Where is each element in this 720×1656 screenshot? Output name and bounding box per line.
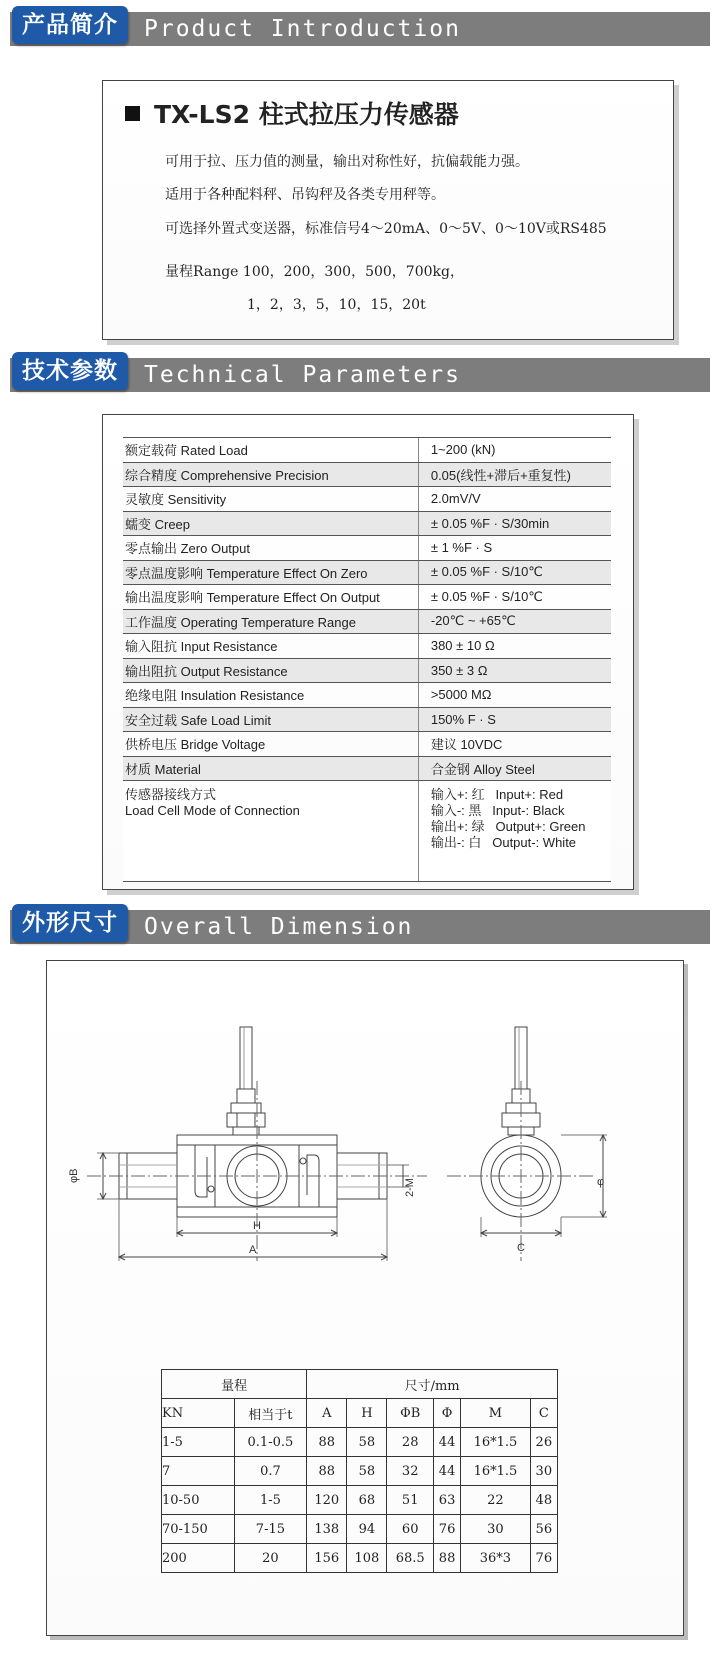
table-cell: 68.5 <box>387 1544 434 1573</box>
table-cell: 30 <box>461 1515 530 1544</box>
intro-line: 可用于拉、压力值的测量，输出对称性好，抗偏载能力强。 <box>165 154 529 170</box>
table-cell: 7-15 <box>234 1515 307 1544</box>
parameters-table <box>123 437 611 882</box>
table-cell: 51 <box>387 1486 434 1515</box>
table-row <box>123 560 611 585</box>
col-header: KN <box>162 1399 235 1428</box>
table-row <box>123 732 611 757</box>
wire-item: 输入+: 红 Input+: Red <box>430 787 564 802</box>
wire-item: 输出+: 绿 Output+: Green <box>430 819 586 834</box>
product-title-text: TX-LS2 柱式拉压力传感器 <box>154 100 459 129</box>
table-header-row <box>162 1370 558 1399</box>
group-header-range: 量程 <box>162 1370 307 1399</box>
section-header-dimension <box>10 904 710 944</box>
col-header: C <box>530 1399 557 1428</box>
table-cell: 60 <box>387 1515 434 1544</box>
connection-name <box>123 781 418 882</box>
group-header-size: 尺寸/mm <box>307 1370 558 1399</box>
table-row <box>123 683 611 708</box>
param-value: 350 ± 3 Ω <box>418 658 611 683</box>
section-header-params <box>10 352 710 392</box>
table-row-connection <box>123 781 611 882</box>
connection-name-en: Load Cell Mode of Connection <box>125 803 300 818</box>
table-row <box>123 536 611 561</box>
param-name: 额定载荷 Rated Load <box>123 438 418 463</box>
table-cell: 138 <box>307 1515 347 1544</box>
table-cell: 88 <box>307 1457 347 1486</box>
table-cell: 1-5 <box>234 1486 307 1515</box>
param-name: 灵敏度 Sensitivity <box>123 487 418 512</box>
table-cell: 58 <box>347 1457 387 1486</box>
param-name: 安全过载 Safe Load Limit <box>123 707 418 732</box>
table-row <box>162 1457 558 1486</box>
table-row <box>123 756 611 781</box>
table-cell: 44 <box>433 1428 460 1457</box>
param-value: ± 0.05 %F · S/10℃ <box>418 560 611 585</box>
param-name: 输入阻抗 Input Resistance <box>123 634 418 659</box>
table-cell: 44 <box>433 1457 460 1486</box>
table-row <box>123 487 611 512</box>
param-value: 合金钢 Alloy Steel <box>418 756 611 781</box>
section-title-en: Overall Dimension <box>144 914 414 940</box>
col-header: A <box>307 1399 347 1428</box>
param-name: 零点输出 Zero Output <box>123 536 418 561</box>
label-phi-b: φB <box>68 1168 80 1183</box>
front-view <box>68 1027 427 1261</box>
param-name: 工作温度 Operating Temperature Range <box>123 609 418 634</box>
dimension-drawing <box>47 961 683 1361</box>
table-row <box>123 609 611 634</box>
col-header: Φ <box>433 1399 460 1428</box>
intro-range-line: 量程Range 100，200，300，500，700kg， <box>165 264 464 280</box>
table-cell: 76 <box>530 1544 557 1573</box>
table-cell: 48 <box>530 1486 557 1515</box>
cable <box>515 1027 527 1089</box>
section-badge: 外形尺寸 <box>12 904 128 942</box>
table-row <box>162 1544 558 1573</box>
table-cell: 94 <box>347 1515 387 1544</box>
table-row <box>123 658 611 683</box>
side-view <box>447 1027 607 1261</box>
table-cell: 22 <box>461 1486 530 1515</box>
table-cell: 20 <box>234 1544 307 1573</box>
table-row <box>123 438 611 463</box>
table-cell: 32 <box>387 1457 434 1486</box>
table-cell: 16*1.5 <box>461 1457 530 1486</box>
table-cell: 58 <box>347 1428 387 1457</box>
connection-wires <box>418 781 611 882</box>
param-name: 材质 Material <box>123 756 418 781</box>
param-name: 绝缘电阻 Insulation Resistance <box>123 683 418 708</box>
table-cell: 68 <box>347 1486 387 1515</box>
param-value: ± 1 %F · S <box>418 536 611 561</box>
section-header-intro <box>10 6 710 46</box>
table-cell: 10-50 <box>162 1486 235 1515</box>
param-name: 供桥电压 Bridge Voltage <box>123 732 418 757</box>
section-badge: 产品简介 <box>12 6 128 44</box>
table-cell: 76 <box>433 1515 460 1544</box>
table-cell: 7 <box>162 1457 235 1486</box>
param-name: 综合精度 Comprehensive Precision <box>123 462 418 487</box>
wire-item: 输出-: 白 Output-: White <box>430 835 577 850</box>
table-cell: 200 <box>162 1544 235 1573</box>
table-cell: 108 <box>347 1544 387 1573</box>
label-2m: 2-M <box>404 1178 416 1197</box>
parameters-panel <box>102 414 634 890</box>
wire-item: 输入-: 黑 Input-: Black <box>430 803 565 818</box>
bullet-square-icon <box>125 106 140 121</box>
intro-line: 可选择外置式变送器，标准信号4～20mA、0～5V、0～10V或RS485 <box>165 221 607 237</box>
param-name: 蠕变 Creep <box>123 511 418 536</box>
param-name: 输出温度影响 Temperature Effect On Output <box>123 585 418 610</box>
section-title-en: Product Introduction <box>144 16 461 42</box>
table-cell: 28 <box>387 1428 434 1457</box>
table-cell: 0.7 <box>234 1457 307 1486</box>
label-phi: φ <box>597 1176 605 1188</box>
dimension-panel <box>46 960 684 1636</box>
label-a: A <box>249 1244 257 1256</box>
table-row <box>123 634 611 659</box>
param-value: 0.05(线性+滞后+重复性) <box>418 462 611 487</box>
table-row <box>162 1515 558 1544</box>
table-cell: 88 <box>433 1544 460 1573</box>
table-cell: 16*1.5 <box>461 1428 530 1457</box>
table-cell: 63 <box>433 1486 460 1515</box>
param-value: 建议 10VDC <box>418 732 611 757</box>
dimension-table <box>161 1369 558 1573</box>
intro-line: 适用于各种配料秤、吊钩秤及各类专用秤等。 <box>165 187 445 203</box>
param-value: 2.0mV/V <box>418 487 611 512</box>
param-value: ± 0.05 %F · S/10℃ <box>418 585 611 610</box>
product-title <box>125 95 459 131</box>
table-cell: 70-150 <box>162 1515 235 1544</box>
col-header: H <box>347 1399 387 1428</box>
table-cell: 120 <box>307 1486 347 1515</box>
table-row <box>162 1486 558 1515</box>
param-value: 380 ± 10 Ω <box>418 634 611 659</box>
table-row <box>123 707 611 732</box>
connection-name-cn: 传感器接线方式 <box>125 787 217 802</box>
section-badge: 技术参数 <box>12 352 128 390</box>
table-cell: 26 <box>530 1428 557 1457</box>
table-row <box>123 462 611 487</box>
table-row <box>162 1428 558 1457</box>
label-h: H <box>253 1220 261 1232</box>
table-cell: 156 <box>307 1544 347 1573</box>
table-cell: 1-5 <box>162 1428 235 1457</box>
table-row <box>123 511 611 536</box>
param-value: 150% F · S <box>418 707 611 732</box>
intro-panel <box>102 80 674 340</box>
param-value: >5000 MΩ <box>418 683 611 708</box>
label-c: C <box>517 1242 525 1254</box>
param-value: ± 0.05 %F · S/30min <box>418 511 611 536</box>
col-header: 相当于t <box>234 1399 307 1428</box>
gland-nut <box>237 1089 255 1103</box>
table-cell: 30 <box>530 1457 557 1486</box>
table-cell: 88 <box>307 1428 347 1457</box>
table-header-row <box>162 1399 558 1428</box>
table-cell: 0.1-0.5 <box>234 1428 307 1457</box>
param-value: 1~200 (kN) <box>418 438 611 463</box>
cable <box>240 1027 252 1089</box>
section-title-en: Technical Parameters <box>144 362 461 388</box>
col-header: ΦB <box>387 1399 434 1428</box>
col-header: M <box>461 1399 530 1428</box>
intro-range-line: 1，2，3，5，10，15，20t <box>247 297 426 313</box>
table-cell: 36*3 <box>461 1544 530 1573</box>
table-cell: 56 <box>530 1515 557 1544</box>
table-row <box>123 585 611 610</box>
param-name: 零点温度影响 Temperature Effect On Zero <box>123 560 418 585</box>
param-value: -20℃ ~ +65℃ <box>418 609 611 634</box>
param-name: 输出阻抗 Output Resistance <box>123 658 418 683</box>
